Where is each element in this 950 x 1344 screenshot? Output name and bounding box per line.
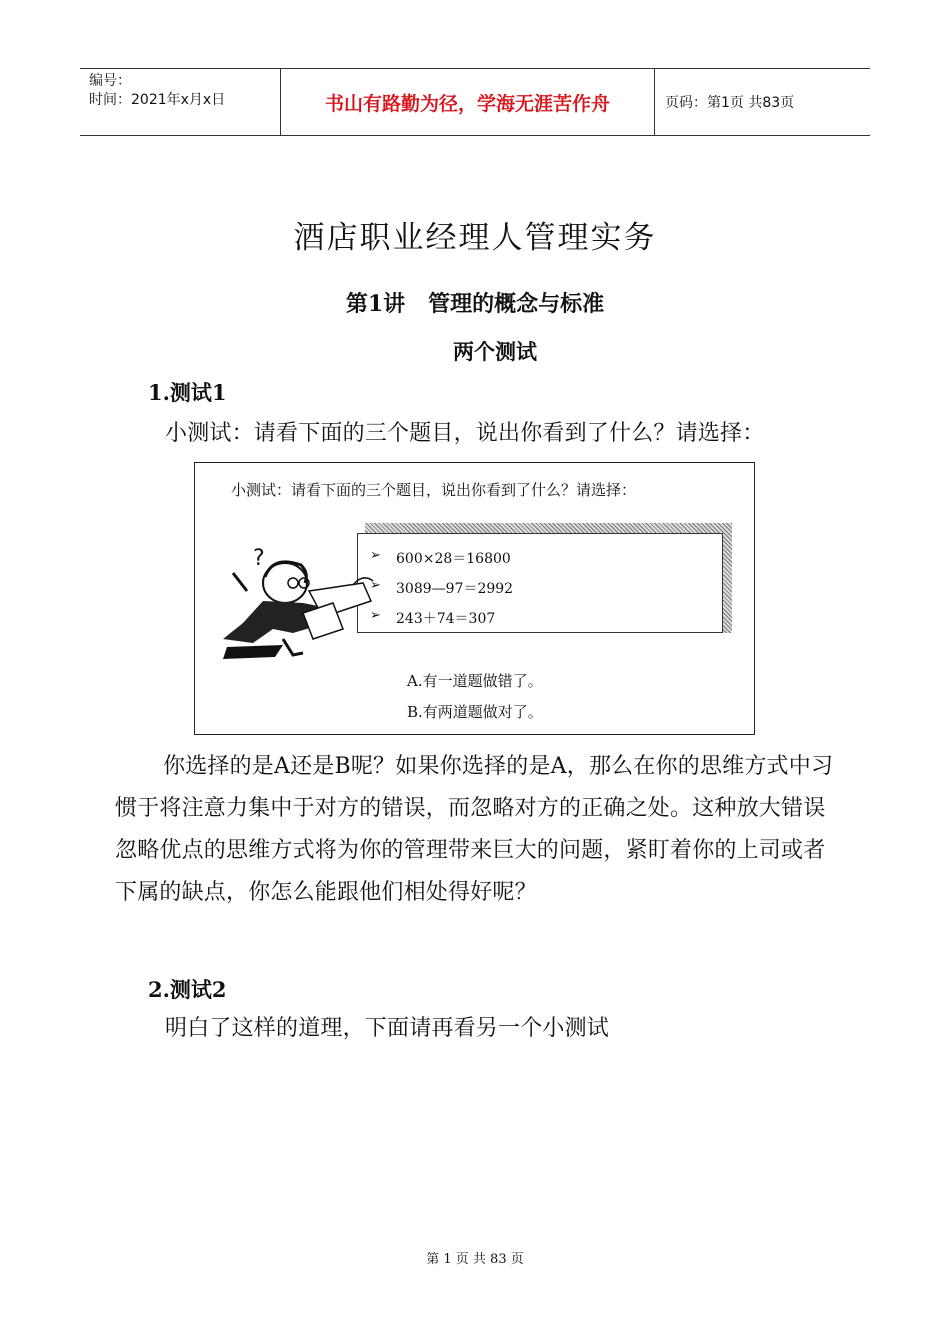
equation-item [370, 548, 511, 568]
header-motto: 书山有路勤为径，学海无涯苦作舟 [281, 69, 655, 135]
header-page-info: 页码：第1页 共83页 [665, 95, 795, 111]
figure-caption: 小测试：请看下面的三个题目，说出你看到了什么？请选择： [231, 481, 637, 499]
quiz-figure [194, 462, 755, 735]
svg-text:?: ? [253, 546, 265, 571]
equation-box [357, 533, 723, 633]
equation-item [370, 608, 496, 628]
body-paragraph: 你选择的是A还是B呢？如果你选择的是A，那么在你的思维方式中习惯于将注意力集中于对方的错误，而忽略对方的正确之处。这种放大错误忽略优点的思维方式将为你的管理带来巨大的问题，紧盯着你的上司或者下属的缺点，你怎么能跟他们相处得好呢？ [115, 754, 834, 905]
arrow-bullet-icon: ➢ [370, 578, 381, 593]
section-subtitle: 两个测试 [453, 339, 537, 364]
section-heading-1: 1.测试1 [148, 380, 227, 405]
header-meta [80, 69, 281, 135]
document-title: 酒店职业经理人管理实务 [293, 220, 657, 256]
section-heading-2: 2.测试2 [148, 977, 227, 1002]
thinking-man-illustration [213, 543, 383, 663]
arrow-bullet-icon: ➢ [370, 608, 381, 623]
page-footer: 第 1 页 共 83 页 [426, 1252, 524, 1267]
option-b: B.有两道题做对了。 [407, 703, 543, 721]
arrow-bullet-icon: ➢ [370, 548, 381, 563]
lecture-heading: 第1讲 管理的概念与标准 [345, 291, 605, 317]
closing-text: 明白了这样的道理，下面请再看另一个小测试 [165, 1016, 610, 1041]
intro-text: 小测试：请看下面的三个题目，说出你看到了什么？请选择： [165, 421, 765, 446]
equation-item [370, 578, 514, 598]
time-label: 时间：2021年x月x日 [89, 92, 226, 108]
equation-text: 3089—97＝2992 [396, 581, 514, 597]
option-a: A.有一道题做错了。 [407, 672, 543, 690]
equation-text: 600×28＝16800 [396, 551, 511, 567]
header-table [80, 68, 870, 136]
number-label: 编号： [89, 73, 131, 89]
equation-text: 243＋74＝307 [396, 611, 496, 627]
